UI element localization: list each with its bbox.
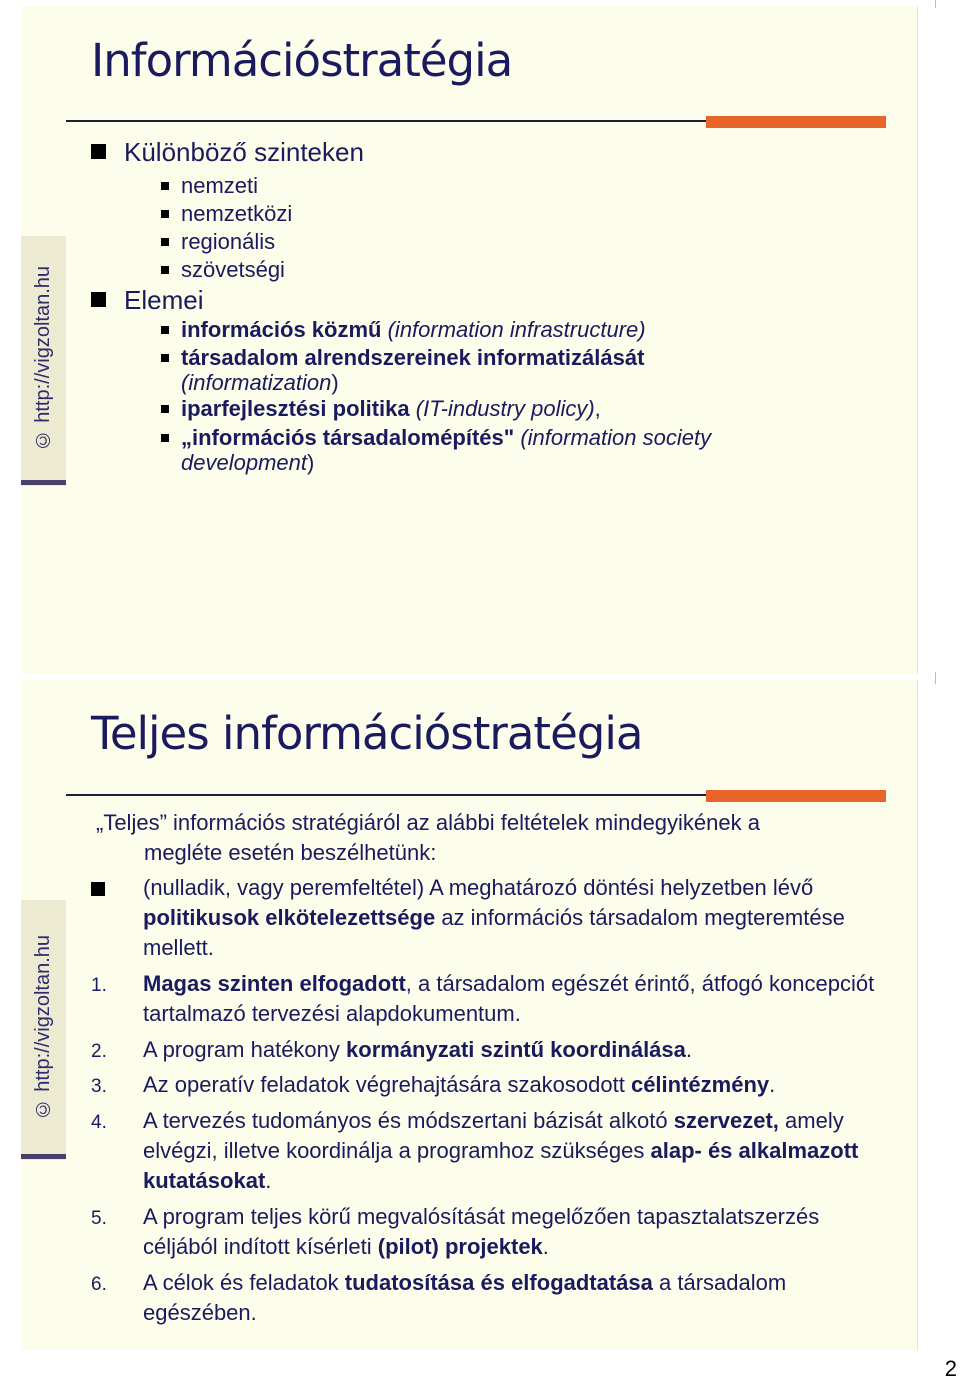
title-rule: [66, 120, 706, 122]
square-bullet-icon: [91, 882, 105, 896]
element-item: „információs társadalomépítés" (information society development): [181, 425, 841, 475]
item-number: 4.: [91, 1112, 107, 1133]
square-bullet-icon: [161, 238, 169, 246]
condition-item-0: (nulladik, vagy peremfeltétel) A meghatározó döntési helyzetben lévő politikusok elkötelezettsége az információs társadalom megteremtése mellett.: [91, 873, 891, 963]
slide-title: Információstratégia: [91, 34, 513, 87]
item-number: 6.: [91, 1274, 107, 1295]
bullet-elements: Elemei: [91, 285, 203, 316]
slide-1: [21, 6, 918, 674]
item-number: 1.: [91, 975, 107, 996]
crop-mark-mid: [935, 672, 936, 684]
condition-item-4: 4. A tervezés tudományos és módszertani bázisát alkotó szervezet, amely elvégzi, illetve koordinálja a programhoz szükséges alap- és alkalmazott kutatásokat.: [91, 1108, 859, 1193]
slide-1-sidebar: [21, 6, 66, 674]
square-bullet-icon: [161, 434, 169, 442]
page-number: 2: [944, 1356, 957, 1381]
sidebar-bar: [21, 1154, 66, 1159]
condition-item-2: 2. A program hatékony kormányzati szintű koordinálása.: [91, 1035, 891, 1065]
element-item: társadalom alrendszereinek informatizálását (informatization): [181, 345, 801, 395]
square-bullet-icon: [91, 144, 106, 159]
intro-line-2: megléte esetén beszélhetünk:: [144, 840, 437, 865]
condition-item-1: 1. Magas szinten elfogadott, a társadalom egészét érintő, átfogó koncepciót tartalmazó tervezési alapdokumentum.: [91, 971, 875, 1026]
square-bullet-icon: [161, 405, 169, 413]
intro-line-1: „Teljes” információs stratégiáról az alábbi feltételek mindegyikének a: [96, 810, 760, 835]
condition-item-5: 5. A program teljes körű megvalósítását megelőzően tapasztalatszerzés céljából indított kísérleti (pilot) projektek.: [91, 1204, 820, 1259]
sidebar-bar: [21, 480, 66, 485]
element-item: információs közmű (information infrastructure): [181, 317, 821, 342]
condition-item-3: 3. Az operatív feladatok végrehajtására szakosodott célintézmény.: [91, 1070, 891, 1100]
bullet-levels: Különböző szinteken: [91, 137, 364, 168]
item-number: 3.: [91, 1076, 107, 1097]
title-accent-bar: [706, 116, 886, 128]
intro-paragraph: [96, 808, 886, 868]
square-bullet-icon: [161, 326, 169, 334]
square-bullet-icon: [91, 292, 106, 307]
square-bullet-icon: [161, 210, 169, 218]
square-bullet-icon: [161, 354, 169, 362]
condition-item-6: 6. A célok és feladatok tudatosítása és elfogadtatása a társadalom egészében.: [91, 1270, 787, 1325]
watermark: © http://vigzoltan.hu: [32, 265, 54, 451]
square-bullet-icon: [161, 182, 169, 190]
title-accent-bar: [706, 790, 886, 802]
level-item: nemzetközi: [181, 201, 292, 226]
item-number: 2.: [91, 1041, 107, 1062]
level-item: szövetségi: [181, 257, 285, 282]
slide-title: Teljes információstratégia: [91, 707, 643, 760]
level-item: regionális: [181, 229, 275, 254]
element-item: iparfejlesztési politika (IT-industry policy),: [181, 396, 821, 421]
slide-2-sidebar: [21, 680, 66, 1350]
crop-mark-top: [935, 0, 936, 8]
square-bullet-icon: [161, 266, 169, 274]
watermark: © http://vigzoltan.hu: [32, 934, 54, 1120]
title-rule: [66, 794, 706, 796]
slide-2: [21, 680, 918, 1350]
item-number: 5.: [91, 1208, 107, 1229]
level-item: nemzeti: [181, 173, 258, 198]
